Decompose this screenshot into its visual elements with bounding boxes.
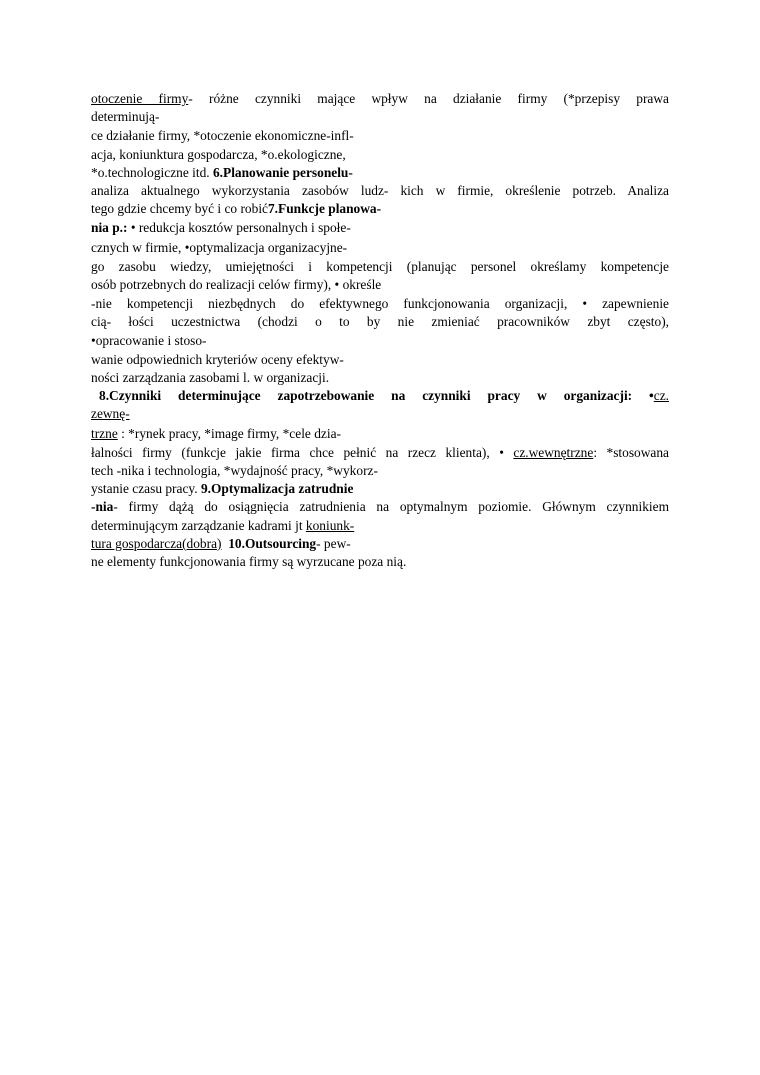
- text-line: łalności firmy (funkcje jakie firma chce pełnić na rzecz klienta), • cz.wewnętrzne: *stosowana: [91, 444, 669, 460]
- term-otoczenie-firmy: otoczenie firmy: [91, 91, 189, 106]
- section-heading: 10.Outsourcing: [228, 535, 317, 551]
- term-link: zewnę-: [91, 406, 130, 422]
- text-line: osób potrzebnych do realizacji celów firmy), • określe: [91, 277, 382, 293]
- text-line: -nie kompetencji niezbędnych do efektywnego funkcjonowania organizacji, • zapewnienie: [91, 296, 669, 312]
- term-link: trzne: [91, 425, 118, 441]
- text-line: nia p.: • redukcja kosztów personalnych i społe-: [91, 220, 351, 236]
- text-line: ystanie czasu pracy. 9.Optymalizacja zatrudnie: [91, 481, 354, 497]
- text-line: *o.technologiczne itd. 6.Planowanie personelu-: [91, 164, 353, 180]
- text-line: wanie odpowiednich kryteriów oceny efektyw-: [91, 351, 344, 367]
- text-line: tego gdzie chcemy być i co robić7.Funkcje planowa-: [91, 201, 382, 217]
- text-line: analiza aktualnego wykorzystania zasobów ludz- kich w firmie, określenie potrzeb. Analiza: [91, 183, 669, 199]
- text-line: ności zarządzania zasobami l. w organizacji.: [91, 370, 330, 386]
- section-heading: 7.Funkcje planowa-: [267, 201, 382, 217]
- text-line: -nia- firmy dążą do osiągnięcia zatrudnienia na optymalnym poziomie. Głównym czynnikiem: [91, 499, 669, 515]
- text-line: ce działanie firmy, *otoczenie ekonomiczne-infl-: [91, 128, 354, 144]
- section-heading: 8.Czynniki determinujące zapotrzebowanie na czynniki pracy w organizacji: •: [99, 388, 654, 404]
- text-line: tech -nika i technologia, *wydajność pracy, *wykorz-: [91, 463, 378, 479]
- text-line: trzne : *rynek pracy, *image firmy, *cele dzia-: [91, 425, 341, 441]
- text-line: otoczenie firmy- różne czynniki mające wpływ na działanie firmy (*przepisy prawa: [91, 91, 669, 106]
- term-link: cz.: [653, 388, 669, 404]
- text-line: determinują-: [91, 109, 160, 125]
- section-heading: nia p.:: [91, 220, 128, 236]
- text-line: •opracowanie i stoso-: [91, 332, 207, 348]
- text-line: go zasobu wiedzy, umiejętności i kompetencji (planując personel określamy kompetencje: [91, 258, 669, 274]
- text-line: [91, 405, 669, 423]
- text-line: tura gospodarcza(dobra) 10.Outsourcing- pew-: [91, 535, 351, 551]
- document-body: [91, 90, 669, 571]
- text-line: ne elementy funkcjonowania firmy są wyrzucane poza nią.: [91, 554, 407, 570]
- section-heading: 6.Planowanie personelu-: [212, 164, 353, 180]
- term-link: tura gospodarcza(dobra): [91, 535, 222, 551]
- text-line: [91, 387, 669, 405]
- text-line: determinującym zarządzanie kadrami jt koniunk-: [91, 517, 355, 533]
- text-line: acja, koniunktura gospodarcza, *o.ekologiczne,: [91, 146, 346, 162]
- section-heading: 9.Optymalizacja zatrudnie: [200, 481, 354, 497]
- term-link: koniunk-: [305, 517, 355, 533]
- term-link: cz.wewnętrzne: [513, 444, 594, 460]
- section-heading: -nia: [91, 499, 114, 515]
- text-line: cią- łości uczestnictwa (chodzi o to by nie zmieniać pracowników zbyt często),: [91, 314, 669, 330]
- text-line: cznych w firmie, •optymalizacja organizacyjne-: [91, 239, 348, 255]
